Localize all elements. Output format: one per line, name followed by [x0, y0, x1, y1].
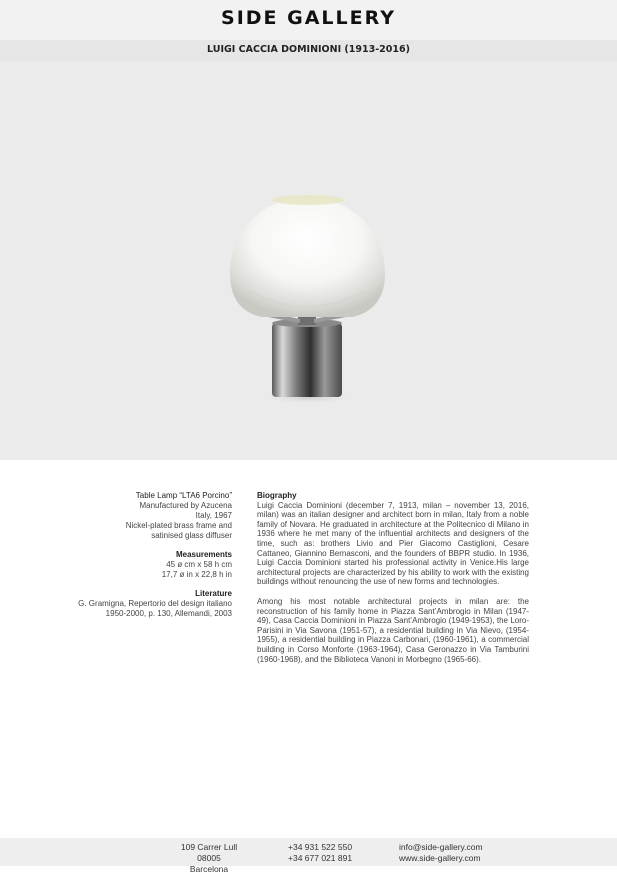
literature-heading: Literature — [195, 589, 232, 598]
phone-link[interactable]: +34 931 522 550 — [288, 842, 353, 852]
address-line: 109 Carrer Lull — [180, 842, 238, 852]
literature-line: G. Gramigna, Repertorio del design italiano — [78, 599, 232, 608]
phone-link[interactable]: +34 677 021 891 — [288, 853, 353, 863]
literature-line: 1950-2000, p. 130, Allemandi, 2003 — [105, 609, 232, 618]
biography-paragraph: Among his most notable architectural projects in milan are: the reconstruction of his family home in Piazza Sant’Ambrogio in Milan (1947-49), Casa Caccia Dominioni in Piazza Sant’Ambrogio (1949-1953), the Loro-Parisini in Via Savona (1951-57), a residential building in Via Nievo, (1954-1955), a residential building in Piazza Carbonari, (1960-1961), a commercial building in Corso Monforte (1963-1964), Casa Geronazzo in Via Tamburini (1960-1968), and the Biblioteca Vanoni in Morbegno (1965-66). — [257, 596, 529, 664]
product-line: Nickel-plated brass frame and — [125, 521, 232, 530]
biography-section — [257, 491, 529, 664]
biography-paragraph: Luigi Caccia Dominioni (december 7, 1913, milan – november 13, 2016, milan) was an italian designer and architect born in milan, Italy from a noble family of Novara. He graduated in architecture at the Politecnico di Milano in 1936 where he met many of the influential architects and designers of the time, such as: brothers Livio and Pier Giacomo Castiglioni, Cesare Cattaneo, Giannino Bernasconi, and the founders of BBPR studio. In 1936, Luigi Caccia Dominioni started his professional activity in Venice.His large architectural projects are characterized by his ability to work with the existing buildings without renouncing the use of new forms and technologies. — [257, 500, 529, 587]
brand-logo: SIDE GALLERY — [221, 7, 396, 29]
footer-address — [177, 842, 241, 875]
product-photo — [0, 61, 617, 460]
header-bar — [0, 0, 617, 40]
lamp-image — [0, 61, 617, 460]
measurements-heading: Measurements — [175, 550, 232, 559]
product-title: Table Lamp “LTA6 Porcino” — [135, 491, 232, 500]
subheader-bar — [0, 40, 617, 61]
measurement-line: 45 ø cm x 58 h cm — [166, 560, 232, 569]
product-line: Italy, 1967 — [195, 511, 232, 520]
address-line: 08005 Barcelona — [189, 853, 229, 874]
footer-web — [399, 842, 483, 864]
product-details — [32, 491, 232, 619]
biography-heading: Biography — [257, 491, 297, 500]
designer-name: LUIGI CACCIA DOMINIONI (1913-2016) — [207, 44, 410, 55]
footer-bar — [0, 838, 617, 874]
website-link[interactable]: www.side-gallery.com — [399, 853, 481, 863]
measurement-line: 17,7 ø in x 22,8 h in — [161, 570, 232, 579]
product-line: Manufactured by Azucena — [139, 501, 232, 510]
email-link[interactable]: info@side-gallery.com — [399, 842, 483, 852]
footer-phones — [288, 842, 352, 864]
product-line: satinised glass diffuser — [151, 531, 232, 540]
